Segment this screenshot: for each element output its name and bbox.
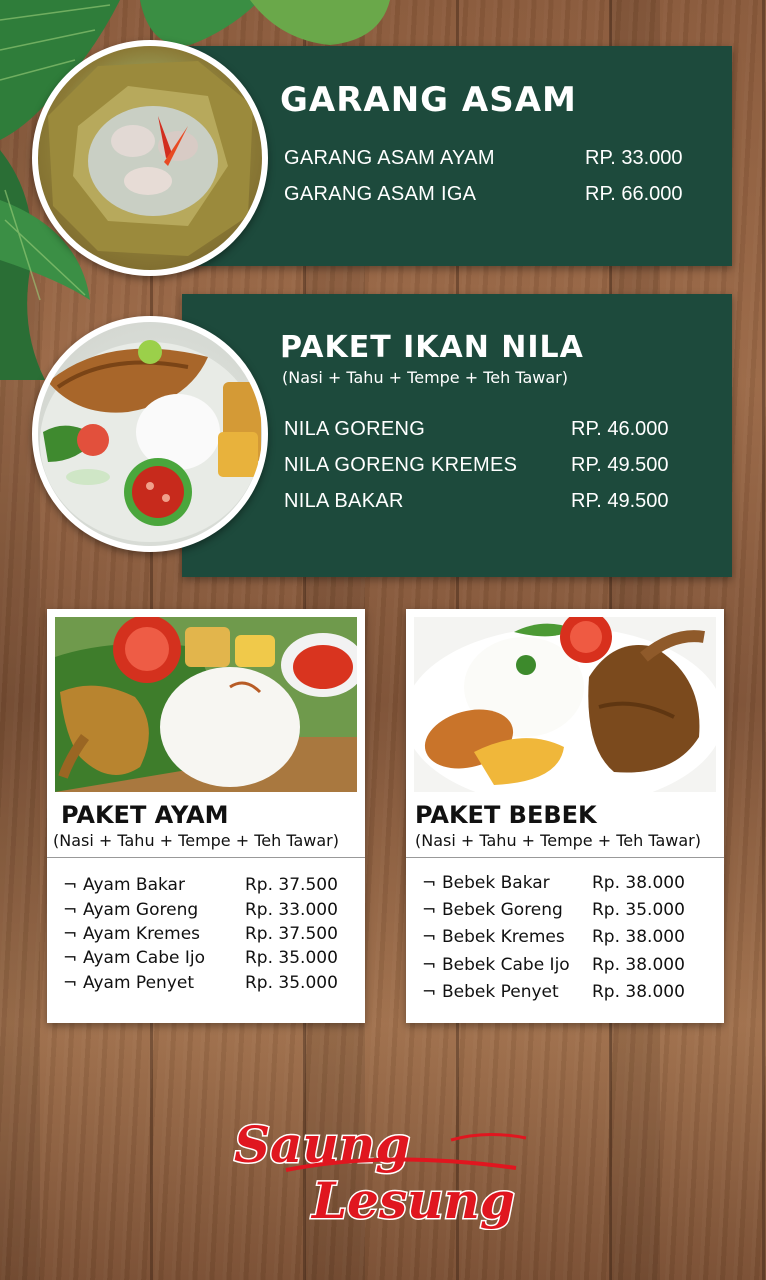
list-item <box>63 948 345 972</box>
list-item <box>63 875 345 899</box>
menu-item-name: NILA GORENG KREMES <box>284 454 518 476</box>
menu-item-price: Rp. 35.000 <box>592 900 685 920</box>
bullet-icon: ¬ <box>422 927 437 947</box>
menu-item-name: NILA BAKAR <box>284 490 404 512</box>
paket-ayam-subtitle: (Nasi + Tahu + Tempe + Teh Tawar) <box>53 831 339 850</box>
bullet-icon: ¬ <box>422 900 437 920</box>
menu-item-name: Bebek Cabe Ijo <box>442 955 570 975</box>
fried-fish-plate-image <box>38 322 262 546</box>
paket-bebek-card <box>406 609 724 1023</box>
list-item <box>422 927 704 951</box>
menu-item-name: GARANG ASAM AYAM <box>284 147 495 169</box>
menu-item-name: Bebek Bakar <box>442 873 550 893</box>
paket-ayam-title: PAKET AYAM <box>61 801 229 829</box>
list-item <box>63 900 345 924</box>
banana-leaf-dish-image <box>38 46 262 270</box>
menu-item-price: RP. 49.500 <box>571 454 669 476</box>
bullet-icon: ¬ <box>63 924 78 944</box>
menu-item-name: Bebek Goreng <box>442 900 563 920</box>
menu-item-price: Rp. 37.500 <box>245 924 338 944</box>
garang-asam-title: GARANG ASAM <box>280 80 577 120</box>
paket-bebek-subtitle: (Nasi + Tahu + Tempe + Teh Tawar) <box>415 831 701 850</box>
paket-ayam-photo <box>55 617 357 792</box>
list-item <box>422 900 704 924</box>
paket-bebek-photo <box>414 617 716 792</box>
menu-item-name: Ayam Kremes <box>83 924 201 944</box>
list-item <box>422 873 704 897</box>
ayam-plate-image <box>55 617 357 792</box>
bullet-icon: ¬ <box>422 955 437 975</box>
menu-item-name: Ayam Penyet <box>83 973 194 993</box>
divider <box>406 857 724 858</box>
menu-item-name: Bebek Penyet <box>442 982 559 1002</box>
menu-item-price: RP. 33.000 <box>585 147 683 169</box>
bebek-plate-image <box>414 617 716 792</box>
menu-item-price: Rp. 35.000 <box>245 948 338 968</box>
menu-item-price: Rp. 35.000 <box>245 973 338 993</box>
menu-item-price: RP. 66.000 <box>585 183 683 205</box>
bullet-icon: ¬ <box>63 875 78 895</box>
bullet-icon: ¬ <box>63 900 78 920</box>
list-item <box>422 982 704 1006</box>
paket-bebek-title: PAKET BEBEK <box>415 801 597 829</box>
bullet-icon: ¬ <box>63 973 78 993</box>
list-item <box>63 973 345 997</box>
menu-item-price: RP. 49.500 <box>571 490 669 512</box>
menu-item-price: Rp. 38.000 <box>592 955 685 975</box>
menu-item-price: Rp. 38.000 <box>592 873 685 893</box>
list-item <box>422 955 704 979</box>
menu-item-name: GARANG ASAM IGA <box>284 183 477 205</box>
svg-text:Saung: Saung <box>234 1115 411 1174</box>
bullet-icon: ¬ <box>422 873 437 893</box>
ikan-nila-photo <box>32 316 268 552</box>
divider <box>47 857 365 858</box>
menu-item-name: Ayam Bakar <box>83 875 185 895</box>
menu-item-price: Rp. 38.000 <box>592 982 685 1002</box>
svg-text:Lesung: Lesung <box>312 1171 515 1230</box>
menu-item-price: Rp. 33.000 <box>245 900 338 920</box>
menu-item-name: NILA GORENG <box>284 418 426 440</box>
garang-asam-photo <box>32 40 268 276</box>
menu-item-price: Rp. 38.000 <box>592 927 685 947</box>
paket-ayam-card <box>47 609 365 1023</box>
list-item <box>63 924 345 948</box>
menu-item-name: Bebek Kremes <box>442 927 565 947</box>
menu-item-price: Rp. 37.500 <box>245 875 338 895</box>
menu-item-name: Ayam Cabe Ijo <box>83 948 205 968</box>
bullet-icon: ¬ <box>63 948 78 968</box>
paket-ikan-nila-title: PAKET IKAN NILA <box>280 330 584 365</box>
menu-item-name: Ayam Goreng <box>83 900 199 920</box>
saung-lesung-logo <box>226 1110 546 1230</box>
bullet-icon: ¬ <box>422 982 437 1002</box>
menu-item-price: RP. 46.000 <box>571 418 669 440</box>
paket-ikan-nila-subtitle: (Nasi + Tahu + Tempe + Teh Tawar) <box>282 368 568 387</box>
